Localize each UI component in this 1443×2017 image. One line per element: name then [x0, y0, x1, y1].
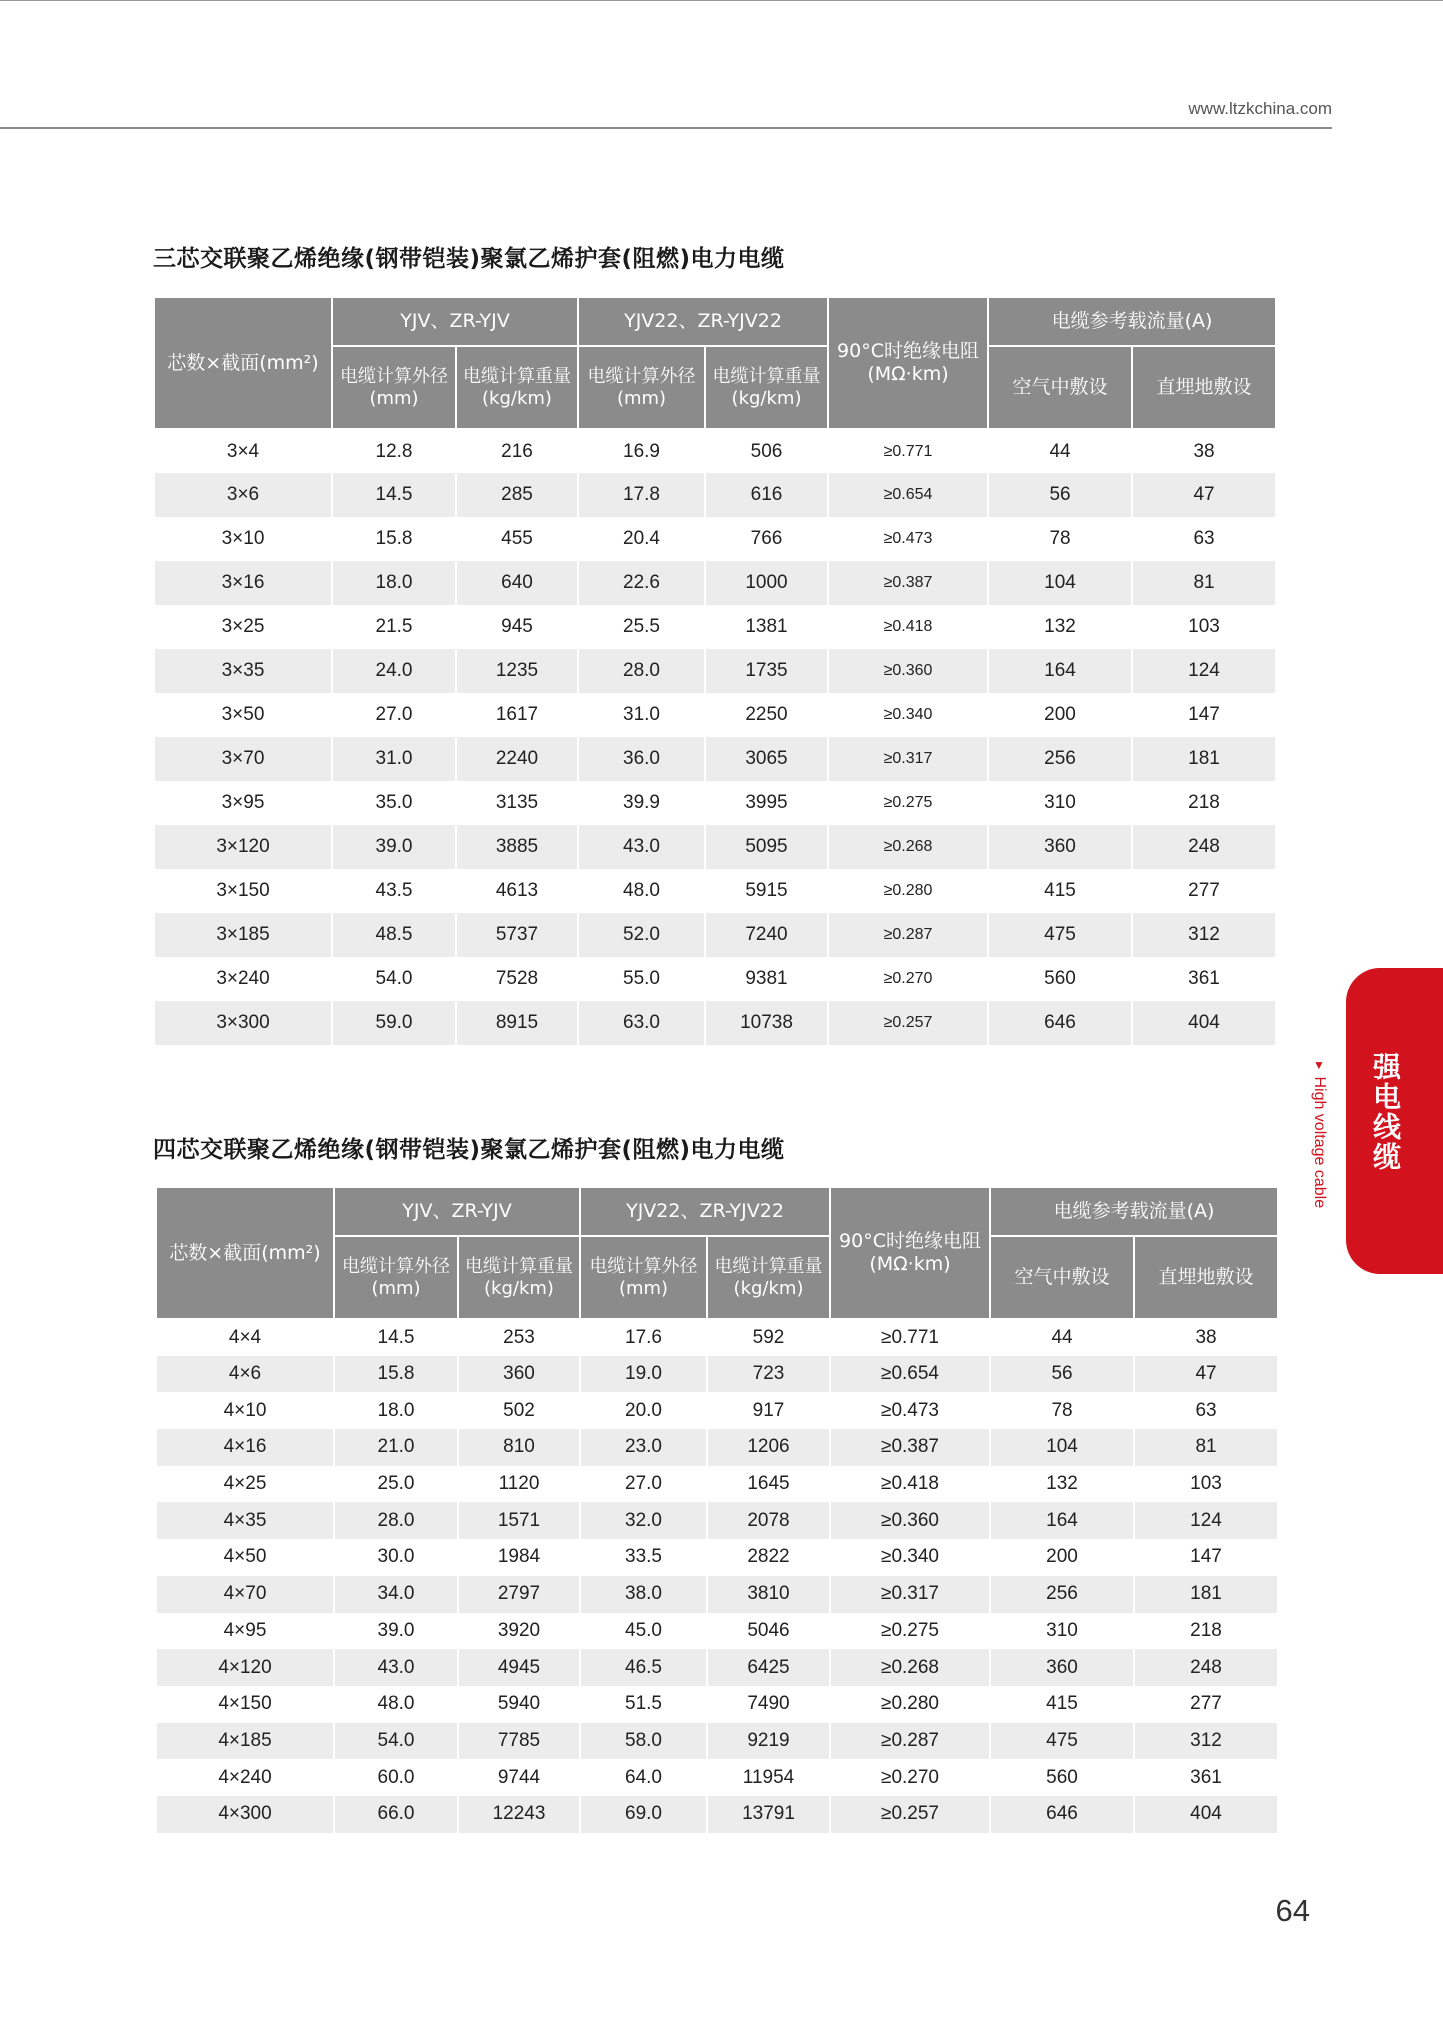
table-row [154, 517, 1276, 561]
insulation-resistance-cell: ≥0.287 [830, 1723, 990, 1760]
yjv-weight-cell: 3135 [456, 781, 578, 825]
yjv22-od-cell: 22.6 [578, 561, 705, 605]
header-air: 空气中敷设 [990, 1236, 1134, 1319]
spec-cell: 4×10 [156, 1392, 334, 1429]
yjv-od-cell: 30.0 [334, 1539, 458, 1576]
air-ampacity-cell: 200 [988, 693, 1132, 737]
top-rule [0, 0, 1443, 1]
spec-cell: 4×16 [156, 1429, 334, 1466]
table-row [156, 1539, 1278, 1576]
air-ampacity-cell: 132 [990, 1466, 1134, 1503]
air-ampacity-cell: 475 [990, 1723, 1134, 1760]
insulation-resistance-cell: ≥0.360 [828, 649, 988, 693]
air-ampacity-cell: 56 [988, 473, 1132, 517]
yjv22-weight-cell: 9219 [707, 1723, 830, 1760]
air-ampacity-cell: 646 [990, 1796, 1134, 1833]
insulation-resistance-cell: ≥0.257 [828, 1001, 988, 1045]
table-row [154, 649, 1276, 693]
yjv22-od-cell: 43.0 [578, 825, 705, 869]
yjv-weight-cell: 455 [456, 517, 578, 561]
table-row [154, 957, 1276, 1001]
air-ampacity-cell: 256 [990, 1576, 1134, 1613]
table-row [154, 825, 1276, 869]
page-number: 64 [1275, 1893, 1310, 1928]
yjv-od-cell: 43.5 [332, 869, 456, 913]
header-url: www.ltzkchina.com [1188, 99, 1332, 118]
ground-ampacity-cell: 218 [1132, 781, 1276, 825]
spec-cell: 3×185 [154, 913, 332, 957]
yjv-weight-cell: 1617 [456, 693, 578, 737]
yjv-weight-cell: 4945 [458, 1649, 580, 1686]
header-rule [0, 127, 1332, 129]
insulation-resistance-cell: ≥0.418 [830, 1466, 990, 1503]
yjv-od-cell: 25.0 [334, 1466, 458, 1503]
yjv-od-cell: 21.0 [334, 1429, 458, 1466]
triangle-down-icon: ▼ [1312, 1058, 1326, 1072]
header-ground: 直埋地敷设 [1134, 1236, 1278, 1319]
yjv-od-cell: 21.5 [332, 605, 456, 649]
yjv-weight-cell: 640 [456, 561, 578, 605]
yjv-weight-cell: 285 [456, 473, 578, 517]
header-spec: 芯数×截面(mm²) [154, 297, 332, 429]
yjv-od-cell: 15.8 [334, 1356, 458, 1393]
air-ampacity-cell: 256 [988, 737, 1132, 781]
side-tab-label: 强电线缆 [1369, 1052, 1402, 1172]
yjv22-od-cell: 17.8 [578, 473, 705, 517]
ground-ampacity-cell: 47 [1134, 1356, 1278, 1393]
air-ampacity-cell: 164 [990, 1502, 1134, 1539]
yjv-weight-cell: 1120 [458, 1466, 580, 1503]
yjv-od-cell: 34.0 [334, 1576, 458, 1613]
yjv22-od-cell: 25.5 [578, 605, 705, 649]
spec-cell: 3×70 [154, 737, 332, 781]
yjv22-od-cell: 58.0 [580, 1723, 707, 1760]
yjv-weight-cell: 360 [458, 1356, 580, 1393]
air-ampacity-cell: 475 [988, 913, 1132, 957]
yjv22-od-cell: 46.5 [580, 1649, 707, 1686]
air-ampacity-cell: 104 [988, 561, 1132, 605]
section-title-three-core: 三芯交联聚乙烯绝缘(钢带铠装)聚氯乙烯护套(阻燃)电力电缆 [153, 246, 785, 272]
yjv-weight-cell: 945 [456, 605, 578, 649]
header-spec: 芯数×截面(mm²) [156, 1187, 334, 1319]
ground-ampacity-cell: 38 [1134, 1319, 1278, 1356]
spec-cell: 4×185 [156, 1723, 334, 1760]
insulation-resistance-cell: ≥0.275 [828, 781, 988, 825]
insulation-resistance-cell: ≥0.654 [830, 1356, 990, 1393]
table-row [156, 1723, 1278, 1760]
air-ampacity-cell: 310 [990, 1613, 1134, 1650]
yjv22-od-cell: 55.0 [578, 957, 705, 1001]
insulation-resistance-cell: ≥0.473 [830, 1392, 990, 1429]
yjv22-weight-cell: 592 [707, 1319, 830, 1356]
yjv-weight-cell: 9744 [458, 1759, 580, 1796]
table-row [156, 1686, 1278, 1723]
yjv-od-cell: 39.0 [332, 825, 456, 869]
ground-ampacity-cell: 147 [1132, 693, 1276, 737]
insulation-resistance-cell: ≥0.268 [830, 1649, 990, 1686]
ground-ampacity-cell: 404 [1134, 1796, 1278, 1833]
table-row [156, 1613, 1278, 1650]
spec-cell: 3×150 [154, 869, 332, 913]
air-ampacity-cell: 78 [988, 517, 1132, 561]
spec-cell: 3×35 [154, 649, 332, 693]
header-weight: 电缆计算重量(kg/km) [458, 1236, 580, 1319]
table-row [156, 1429, 1278, 1466]
air-ampacity-cell: 44 [990, 1319, 1134, 1356]
air-ampacity-cell: 415 [988, 869, 1132, 913]
table-row [154, 561, 1276, 605]
header-air: 空气中敷设 [988, 346, 1132, 429]
yjv22-weight-cell: 13791 [707, 1796, 830, 1833]
spec-cell: 3×95 [154, 781, 332, 825]
yjv22-od-cell: 48.0 [578, 869, 705, 913]
yjv22-weight-cell: 1000 [705, 561, 828, 605]
yjv22-od-cell: 19.0 [580, 1356, 707, 1393]
insulation-resistance-cell: ≥0.317 [830, 1576, 990, 1613]
yjv-od-cell: 31.0 [332, 737, 456, 781]
yjv-od-cell: 18.0 [334, 1392, 458, 1429]
yjv-od-cell: 60.0 [334, 1759, 458, 1796]
insulation-resistance-cell: ≥0.268 [828, 825, 988, 869]
yjv22-weight-cell: 6425 [707, 1649, 830, 1686]
header-od: 电缆计算外径(mm) [580, 1236, 707, 1319]
yjv-weight-cell: 1571 [458, 1502, 580, 1539]
insulation-resistance-cell: ≥0.654 [828, 473, 988, 517]
spec-cell: 3×25 [154, 605, 332, 649]
ground-ampacity-cell: 218 [1134, 1613, 1278, 1650]
insulation-resistance-cell: ≥0.270 [830, 1759, 990, 1796]
ground-ampacity-cell: 47 [1132, 473, 1276, 517]
yjv-weight-cell: 7785 [458, 1723, 580, 1760]
yjv22-weight-cell: 5095 [705, 825, 828, 869]
yjv-weight-cell: 5940 [458, 1686, 580, 1723]
yjv-weight-cell: 3885 [456, 825, 578, 869]
header-ampacity: 电缆参考载流量(A) [990, 1187, 1278, 1236]
spec-cell: 3×4 [154, 429, 332, 473]
table-row [154, 693, 1276, 737]
yjv22-od-cell: 28.0 [578, 649, 705, 693]
side-tab-english-text: High voltage cable [1311, 1076, 1328, 1209]
yjv22-od-cell: 69.0 [580, 1796, 707, 1833]
air-ampacity-cell: 360 [988, 825, 1132, 869]
yjv22-od-cell: 27.0 [580, 1466, 707, 1503]
insulation-resistance-cell: ≥0.280 [830, 1686, 990, 1723]
yjv-od-cell: 66.0 [334, 1796, 458, 1833]
yjv22-weight-cell: 1206 [707, 1429, 830, 1466]
yjv22-od-cell: 36.0 [578, 737, 705, 781]
yjv-weight-cell: 216 [456, 429, 578, 473]
air-ampacity-cell: 132 [988, 605, 1132, 649]
spec-cell: 4×6 [156, 1356, 334, 1393]
air-ampacity-cell: 200 [990, 1539, 1134, 1576]
air-ampacity-cell: 560 [988, 957, 1132, 1001]
ground-ampacity-cell: 124 [1134, 1502, 1278, 1539]
header-insulation: 90°C时绝缘电阻(MΩ·km) [830, 1187, 990, 1319]
spec-cell: 4×95 [156, 1613, 334, 1650]
header-weight: 电缆计算重量(kg/km) [456, 346, 578, 429]
header-ampacity: 电缆参考载流量(A) [988, 297, 1276, 346]
ground-ampacity-cell: 147 [1134, 1539, 1278, 1576]
insulation-resistance-cell: ≥0.287 [828, 913, 988, 957]
yjv22-weight-cell: 7490 [707, 1686, 830, 1723]
yjv22-weight-cell: 3810 [707, 1576, 830, 1613]
spec-cell: 4×25 [156, 1466, 334, 1503]
table-row [154, 605, 1276, 649]
ground-ampacity-cell: 103 [1134, 1466, 1278, 1503]
header-group-yjv22: YJV22、ZR-YJV22 [580, 1187, 830, 1236]
insulation-resistance-cell: ≥0.418 [828, 605, 988, 649]
yjv-weight-cell: 12243 [458, 1796, 580, 1833]
section-title-four-core: 四芯交联聚乙烯绝缘(钢带铠装)聚氯乙烯护套(阻燃)电力电缆 [153, 1137, 785, 1163]
spec-cell: 4×120 [156, 1649, 334, 1686]
table-row [156, 1576, 1278, 1613]
table-row [154, 781, 1276, 825]
yjv-od-cell: 27.0 [332, 693, 456, 737]
yjv22-od-cell: 64.0 [580, 1759, 707, 1796]
yjv-weight-cell: 253 [458, 1319, 580, 1356]
ground-ampacity-cell: 312 [1132, 913, 1276, 957]
spec-cell: 3×16 [154, 561, 332, 605]
yjv-weight-cell: 7528 [456, 957, 578, 1001]
yjv-od-cell: 12.8 [332, 429, 456, 473]
table-row [156, 1759, 1278, 1796]
yjv-weight-cell: 810 [458, 1429, 580, 1466]
insulation-resistance-cell: ≥0.257 [830, 1796, 990, 1833]
air-ampacity-cell: 646 [988, 1001, 1132, 1045]
insulation-resistance-cell: ≥0.275 [830, 1613, 990, 1650]
table-row [156, 1466, 1278, 1503]
header-group-yjv22: YJV22、ZR-YJV22 [578, 297, 828, 346]
yjv22-weight-cell: 1381 [705, 605, 828, 649]
yjv-od-cell: 18.0 [332, 561, 456, 605]
spec-cell: 3×300 [154, 1001, 332, 1045]
yjv22-weight-cell: 2822 [707, 1539, 830, 1576]
table-row [154, 869, 1276, 913]
insulation-resistance-cell: ≥0.771 [830, 1319, 990, 1356]
table-row [156, 1502, 1278, 1539]
four-core-cable-table [155, 1186, 1279, 1833]
table-row [156, 1392, 1278, 1429]
yjv22-od-cell: 31.0 [578, 693, 705, 737]
yjv-od-cell: 28.0 [334, 1502, 458, 1539]
spec-cell: 3×240 [154, 957, 332, 1001]
insulation-resistance-cell: ≥0.387 [828, 561, 988, 605]
yjv22-weight-cell: 917 [707, 1392, 830, 1429]
insulation-resistance-cell: ≥0.340 [828, 693, 988, 737]
air-ampacity-cell: 415 [990, 1686, 1134, 1723]
table-row [156, 1356, 1278, 1393]
header-insulation: 90°C时绝缘电阻(MΩ·km) [828, 297, 988, 429]
yjv-od-cell: 43.0 [334, 1649, 458, 1686]
ground-ampacity-cell: 361 [1132, 957, 1276, 1001]
table-row [156, 1796, 1278, 1833]
insulation-resistance-cell: ≥0.317 [828, 737, 988, 781]
table-row [154, 737, 1276, 781]
yjv22-weight-cell: 1645 [707, 1466, 830, 1503]
spec-cell: 4×70 [156, 1576, 334, 1613]
yjv-weight-cell: 5737 [456, 913, 578, 957]
yjv-od-cell: 14.5 [332, 473, 456, 517]
yjv22-od-cell: 39.9 [578, 781, 705, 825]
table-row [156, 1649, 1278, 1686]
yjv-od-cell: 48.0 [334, 1686, 458, 1723]
ground-ampacity-cell: 181 [1134, 1576, 1278, 1613]
ground-ampacity-cell: 181 [1132, 737, 1276, 781]
air-ampacity-cell: 44 [988, 429, 1132, 473]
yjv-od-cell: 14.5 [334, 1319, 458, 1356]
yjv22-weight-cell: 1735 [705, 649, 828, 693]
ground-ampacity-cell: 81 [1132, 561, 1276, 605]
air-ampacity-cell: 56 [990, 1356, 1134, 1393]
yjv22-od-cell: 32.0 [580, 1502, 707, 1539]
insulation-resistance-cell: ≥0.771 [828, 429, 988, 473]
yjv22-weight-cell: 9381 [705, 957, 828, 1001]
header-group-yjv: YJV、ZR-YJV [332, 297, 578, 346]
ground-ampacity-cell: 277 [1132, 869, 1276, 913]
ground-ampacity-cell: 38 [1132, 429, 1276, 473]
yjv22-od-cell: 33.5 [580, 1539, 707, 1576]
yjv-od-cell: 24.0 [332, 649, 456, 693]
ground-ampacity-cell: 124 [1132, 649, 1276, 693]
yjv22-weight-cell: 3995 [705, 781, 828, 825]
ground-ampacity-cell: 63 [1132, 517, 1276, 561]
table-row [154, 913, 1276, 957]
yjv-od-cell: 15.8 [332, 517, 456, 561]
yjv-od-cell: 35.0 [332, 781, 456, 825]
yjv22-od-cell: 63.0 [578, 1001, 705, 1045]
table-row [154, 473, 1276, 517]
yjv-weight-cell: 1984 [458, 1539, 580, 1576]
header-od: 电缆计算外径(mm) [578, 346, 705, 429]
spec-cell: 4×35 [156, 1502, 334, 1539]
air-ampacity-cell: 310 [988, 781, 1132, 825]
yjv22-weight-cell: 616 [705, 473, 828, 517]
spec-cell: 3×120 [154, 825, 332, 869]
yjv-weight-cell: 502 [458, 1392, 580, 1429]
yjv22-weight-cell: 2250 [705, 693, 828, 737]
insulation-resistance-cell: ≥0.280 [828, 869, 988, 913]
header-weight: 电缆计算重量(kg/km) [705, 346, 828, 429]
yjv-weight-cell: 2797 [458, 1576, 580, 1613]
table-row [154, 429, 1276, 473]
yjv-od-cell: 54.0 [334, 1723, 458, 1760]
yjv22-od-cell: 45.0 [580, 1613, 707, 1650]
ground-ampacity-cell: 361 [1134, 1759, 1278, 1796]
spec-cell: 4×240 [156, 1759, 334, 1796]
yjv22-weight-cell: 3065 [705, 737, 828, 781]
side-tab-english-label [1310, 1058, 1328, 1258]
ground-ampacity-cell: 312 [1134, 1723, 1278, 1760]
yjv-od-cell: 39.0 [334, 1613, 458, 1650]
yjv22-od-cell: 51.5 [580, 1686, 707, 1723]
yjv22-weight-cell: 5046 [707, 1613, 830, 1650]
air-ampacity-cell: 164 [988, 649, 1132, 693]
yjv22-od-cell: 38.0 [580, 1576, 707, 1613]
yjv22-od-cell: 20.0 [580, 1392, 707, 1429]
header-group-yjv: YJV、ZR-YJV [334, 1187, 580, 1236]
yjv-od-cell: 59.0 [332, 1001, 456, 1045]
insulation-resistance-cell: ≥0.270 [828, 957, 988, 1001]
yjv22-weight-cell: 11954 [707, 1759, 830, 1796]
spec-cell: 4×50 [156, 1539, 334, 1576]
yjv22-weight-cell: 10738 [705, 1001, 828, 1045]
yjv22-weight-cell: 5915 [705, 869, 828, 913]
header-ground: 直埋地敷设 [1132, 346, 1276, 429]
air-ampacity-cell: 104 [990, 1429, 1134, 1466]
yjv22-weight-cell: 2078 [707, 1502, 830, 1539]
spec-cell: 4×150 [156, 1686, 334, 1723]
spec-cell: 4×4 [156, 1319, 334, 1356]
air-ampacity-cell: 360 [990, 1649, 1134, 1686]
spec-cell: 4×300 [156, 1796, 334, 1833]
ground-ampacity-cell: 248 [1132, 825, 1276, 869]
header-od: 电缆计算外径(mm) [334, 1236, 458, 1319]
three-core-cable-table [153, 296, 1277, 1045]
ground-ampacity-cell: 103 [1132, 605, 1276, 649]
ground-ampacity-cell: 248 [1134, 1649, 1278, 1686]
header-weight: 电缆计算重量(kg/km) [707, 1236, 830, 1319]
yjv-weight-cell: 8915 [456, 1001, 578, 1045]
yjv22-od-cell: 23.0 [580, 1429, 707, 1466]
yjv-weight-cell: 4613 [456, 869, 578, 913]
yjv-weight-cell: 1235 [456, 649, 578, 693]
ground-ampacity-cell: 81 [1134, 1429, 1278, 1466]
spec-cell: 3×50 [154, 693, 332, 737]
ground-ampacity-cell: 277 [1134, 1686, 1278, 1723]
yjv-weight-cell: 3920 [458, 1613, 580, 1650]
ground-ampacity-cell: 63 [1134, 1392, 1278, 1429]
yjv22-od-cell: 52.0 [578, 913, 705, 957]
yjv22-weight-cell: 766 [705, 517, 828, 561]
yjv-weight-cell: 2240 [456, 737, 578, 781]
air-ampacity-cell: 78 [990, 1392, 1134, 1429]
insulation-resistance-cell: ≥0.473 [828, 517, 988, 561]
table-row [154, 1001, 1276, 1045]
table-row [156, 1319, 1278, 1356]
spec-cell: 3×10 [154, 517, 332, 561]
spec-cell: 3×6 [154, 473, 332, 517]
yjv22-weight-cell: 7240 [705, 913, 828, 957]
yjv22-od-cell: 16.9 [578, 429, 705, 473]
air-ampacity-cell: 560 [990, 1759, 1134, 1796]
yjv22-od-cell: 20.4 [578, 517, 705, 561]
ground-ampacity-cell: 404 [1132, 1001, 1276, 1045]
yjv22-weight-cell: 723 [707, 1356, 830, 1393]
yjv22-od-cell: 17.6 [580, 1319, 707, 1356]
insulation-resistance-cell: ≥0.340 [830, 1539, 990, 1576]
yjv-od-cell: 54.0 [332, 957, 456, 1001]
yjv22-weight-cell: 506 [705, 429, 828, 473]
insulation-resistance-cell: ≥0.360 [830, 1502, 990, 1539]
yjv-od-cell: 48.5 [332, 913, 456, 957]
header-od: 电缆计算外径(mm) [332, 346, 456, 429]
insulation-resistance-cell: ≥0.387 [830, 1429, 990, 1466]
